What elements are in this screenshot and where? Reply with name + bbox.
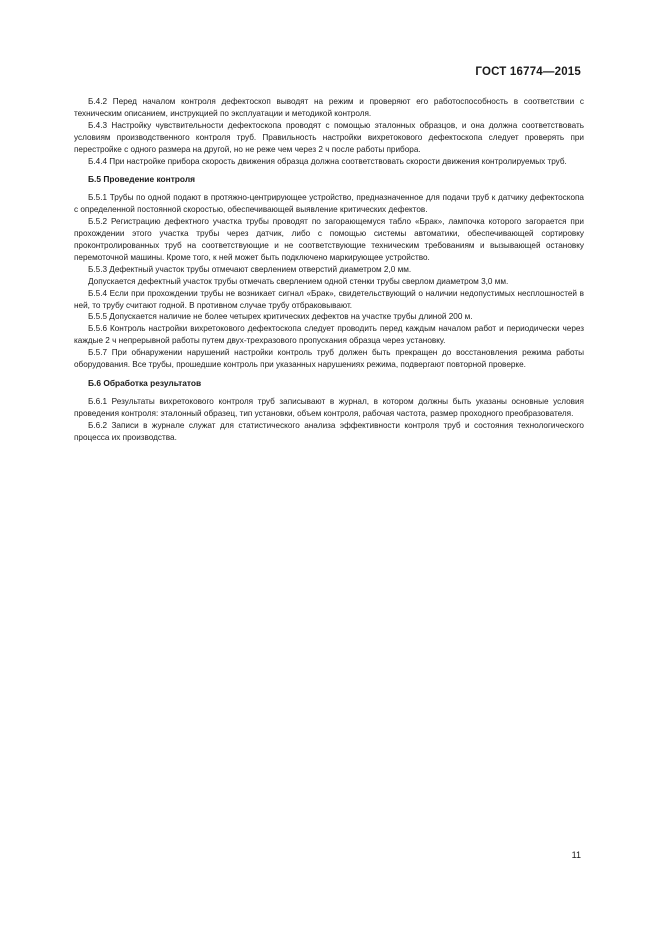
paragraph-b4-4: Б.4.4 При настройке прибора скорость движения образца должна соответствовать скорости движения контролируемых труб. <box>88 156 567 166</box>
paragraph-b6-1: Б.6.1 Результаты вихретокового контроля труб записывают в журнал, в котором должны быть указаны основные условия проведения контроля: эталонный образец, тип установки, объем контроля, рабочая частота, размер проходного преобразователя. <box>74 396 584 418</box>
document-body <box>74 96 584 443</box>
paragraph-b5-1: Б.5.1 Трубы по одной подают в протяжно-центрирующее устройство, предназначенное для подачи труб к датчику дефектоскопа с определенной постоянной скоростью, обеспечивающей выявление критических дефектов. <box>74 193 584 215</box>
paragraph-b5-3-note: Допускается дефектный участок трубы отмечать сверлением одной стенки трубы сверлом диаметром 3,0 мм. <box>88 276 509 286</box>
paragraph-b5-3: Б.5.3 Дефектный участок трубы отмечают сверлением отверстий диаметром 2,0 мм. <box>88 264 412 274</box>
paragraph-b4-2: Б.4.2 Перед началом контроля дефектоскоп выводят на режим и проверяют его работоспособность в соответствии с техническим описанием, инструкцией по эксплуатации и методикой контроля. <box>74 97 584 118</box>
paragraph-b4-3: Б.4.3 Настройку чувствительности дефектоскопа проводят с помощью эталонных образцов, и она должна соответствовать условиям производственного контроля труб. Правильность настройки вихретокового дефектоскопа следует проверять при перестройке с одного размера на другой, но не реже чем через 2 ч после работы прибора. <box>74 120 584 154</box>
paragraph-b5-7: Б.5.7 При обнаружении нарушений настройки контроль труб должен быть прекращен до восстановления режима работы оборудования. Все трубы, прошедшие контроль при указанных нарушениях режима, подвергают повторной проверке. <box>74 348 584 370</box>
paragraph-b5-4: Б.5.4 Если при прохождении трубы не возникает сигнал «Брак», свидетельствующий о наличии недопустимых несплошностей в ней, то трубу считают годной. В противном случае трубу отбраковывают. <box>74 288 584 310</box>
page-number: 11 <box>571 850 581 860</box>
section-heading-b6: Б.6 Обработка результатов <box>88 377 202 388</box>
paragraph-b5-2: Б.5.2 Регистрацию дефектного участка трубы проводят по загорающемуся табло «Брак», лампочка которого загорается при прохождении этого участка трубы через датчик, либо с помощью системы автоматики, обеспечивающей сортировку проконтролированных труб на соответствующие и не соответствующие техническим требованиям и вызывающей остановку перемоточной машины. Кроме того, к ней может быть подключено маркирующее устройство. <box>74 217 584 262</box>
paragraph-b5-6: Б.5.6 Контроль настройки вихретокового дефектоскопа следует проводить перед каждым началом работ и периодически через каждые 2 ч непрерывной работы путем двух-трехразового пропускания образца через установку. <box>74 324 584 346</box>
paragraph-b6-2: Б.6.2 Записи в журнале служат для статистического анализа эффективности контроля труб и состояния технологического процесса их производства. <box>74 420 584 442</box>
document-header-standard: ГОСТ 16774—2015 <box>475 66 581 78</box>
paragraph-b5-5: Б.5.5 Допускается наличие не более четырех критических дефектов на участке трубы длиной 200 м. <box>88 312 473 322</box>
section-heading-b5: Б.5 Проведение контроля <box>88 174 196 185</box>
